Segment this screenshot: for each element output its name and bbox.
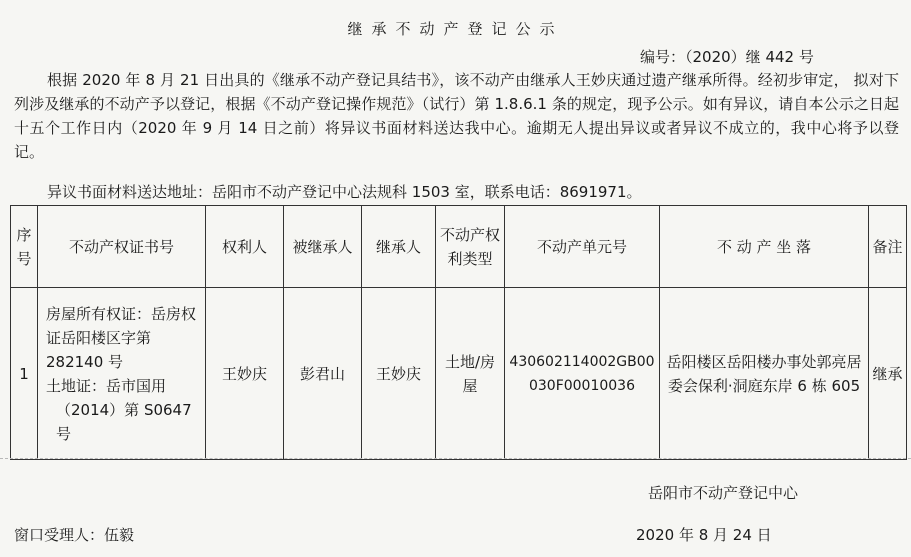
window-clerk: 窗口受理人：伍毅 xyxy=(14,526,135,544)
cell-decedent: 彭君山 xyxy=(284,288,362,460)
header-owner: 权利人 xyxy=(206,206,284,288)
notice-paragraph: 根据 2020 年 8 月 21 日出具的《继承不动产登记具结书》，该不动产由继承人王妙庆通过遗产继承所得。经初步审定， 拟对下列涉及继承的不动产予以登记，根据《不动产登记操作规范》（试行）第 1.8.6.1 条的规定，现予公示。如有异议，请自本公示之日起十五个工作日内（2020 年 9 月 14 日之前）将异议书面材料送达我中心。逾期无人提出异议或者异议不成立的，我中心将予以登记。 xyxy=(14,71,899,161)
cert-line-land: 土地证：岳市国用 xyxy=(46,376,167,395)
header-right-type: 不动产权利类型 xyxy=(436,206,505,288)
cell-cert-number xyxy=(38,288,206,460)
table-header-row xyxy=(11,206,907,288)
property-table xyxy=(10,205,907,460)
notice-date: 2020 年 8 月 24 日 xyxy=(636,526,772,544)
cell-index: 1 xyxy=(11,288,38,460)
notice-title: 继承不动产登记公示 xyxy=(347,20,564,38)
cell-right-type: 土地/房屋 xyxy=(436,288,505,460)
cell-owner: 王妙庆 xyxy=(206,288,284,460)
cert-line-land-number: （2014）第 S0647 号 xyxy=(56,400,192,443)
cert-line-house: 房屋所有权证：岳房权证岳阳楼区字第 282140 号 xyxy=(46,304,197,371)
header-index: 序号 xyxy=(11,206,38,288)
header-unit-number: 不动产单元号 xyxy=(505,206,660,288)
table-row xyxy=(11,288,907,460)
header-heir: 继承人 xyxy=(362,206,436,288)
objection-address: 异议书面材料送达地址：岳阳市不动产登记中心法规科 1503 室，联系电话：8691971。 xyxy=(47,183,642,201)
header-cert-number: 不动产权证书号 xyxy=(38,206,206,288)
header-decedent: 被继承人 xyxy=(284,206,362,288)
cell-remark: 继承 xyxy=(869,288,907,460)
scan-divider xyxy=(0,458,911,459)
issuer-name: 岳阳市不动产登记中心 xyxy=(648,484,799,502)
header-location: 不 动 产 坐 落 xyxy=(660,206,869,288)
header-remark: 备注 xyxy=(869,206,907,288)
cell-heir: 王妙庆 xyxy=(362,288,436,460)
cell-location: 岳阳楼区岳阳楼办事处郭亮居委会保利·洞庭东岸 6 栋 605 xyxy=(660,288,869,460)
cell-unit-number: 430602114002GB00030F00010036 xyxy=(505,288,660,460)
notice-number: 编号：（2020）继 442 号 xyxy=(640,48,814,66)
